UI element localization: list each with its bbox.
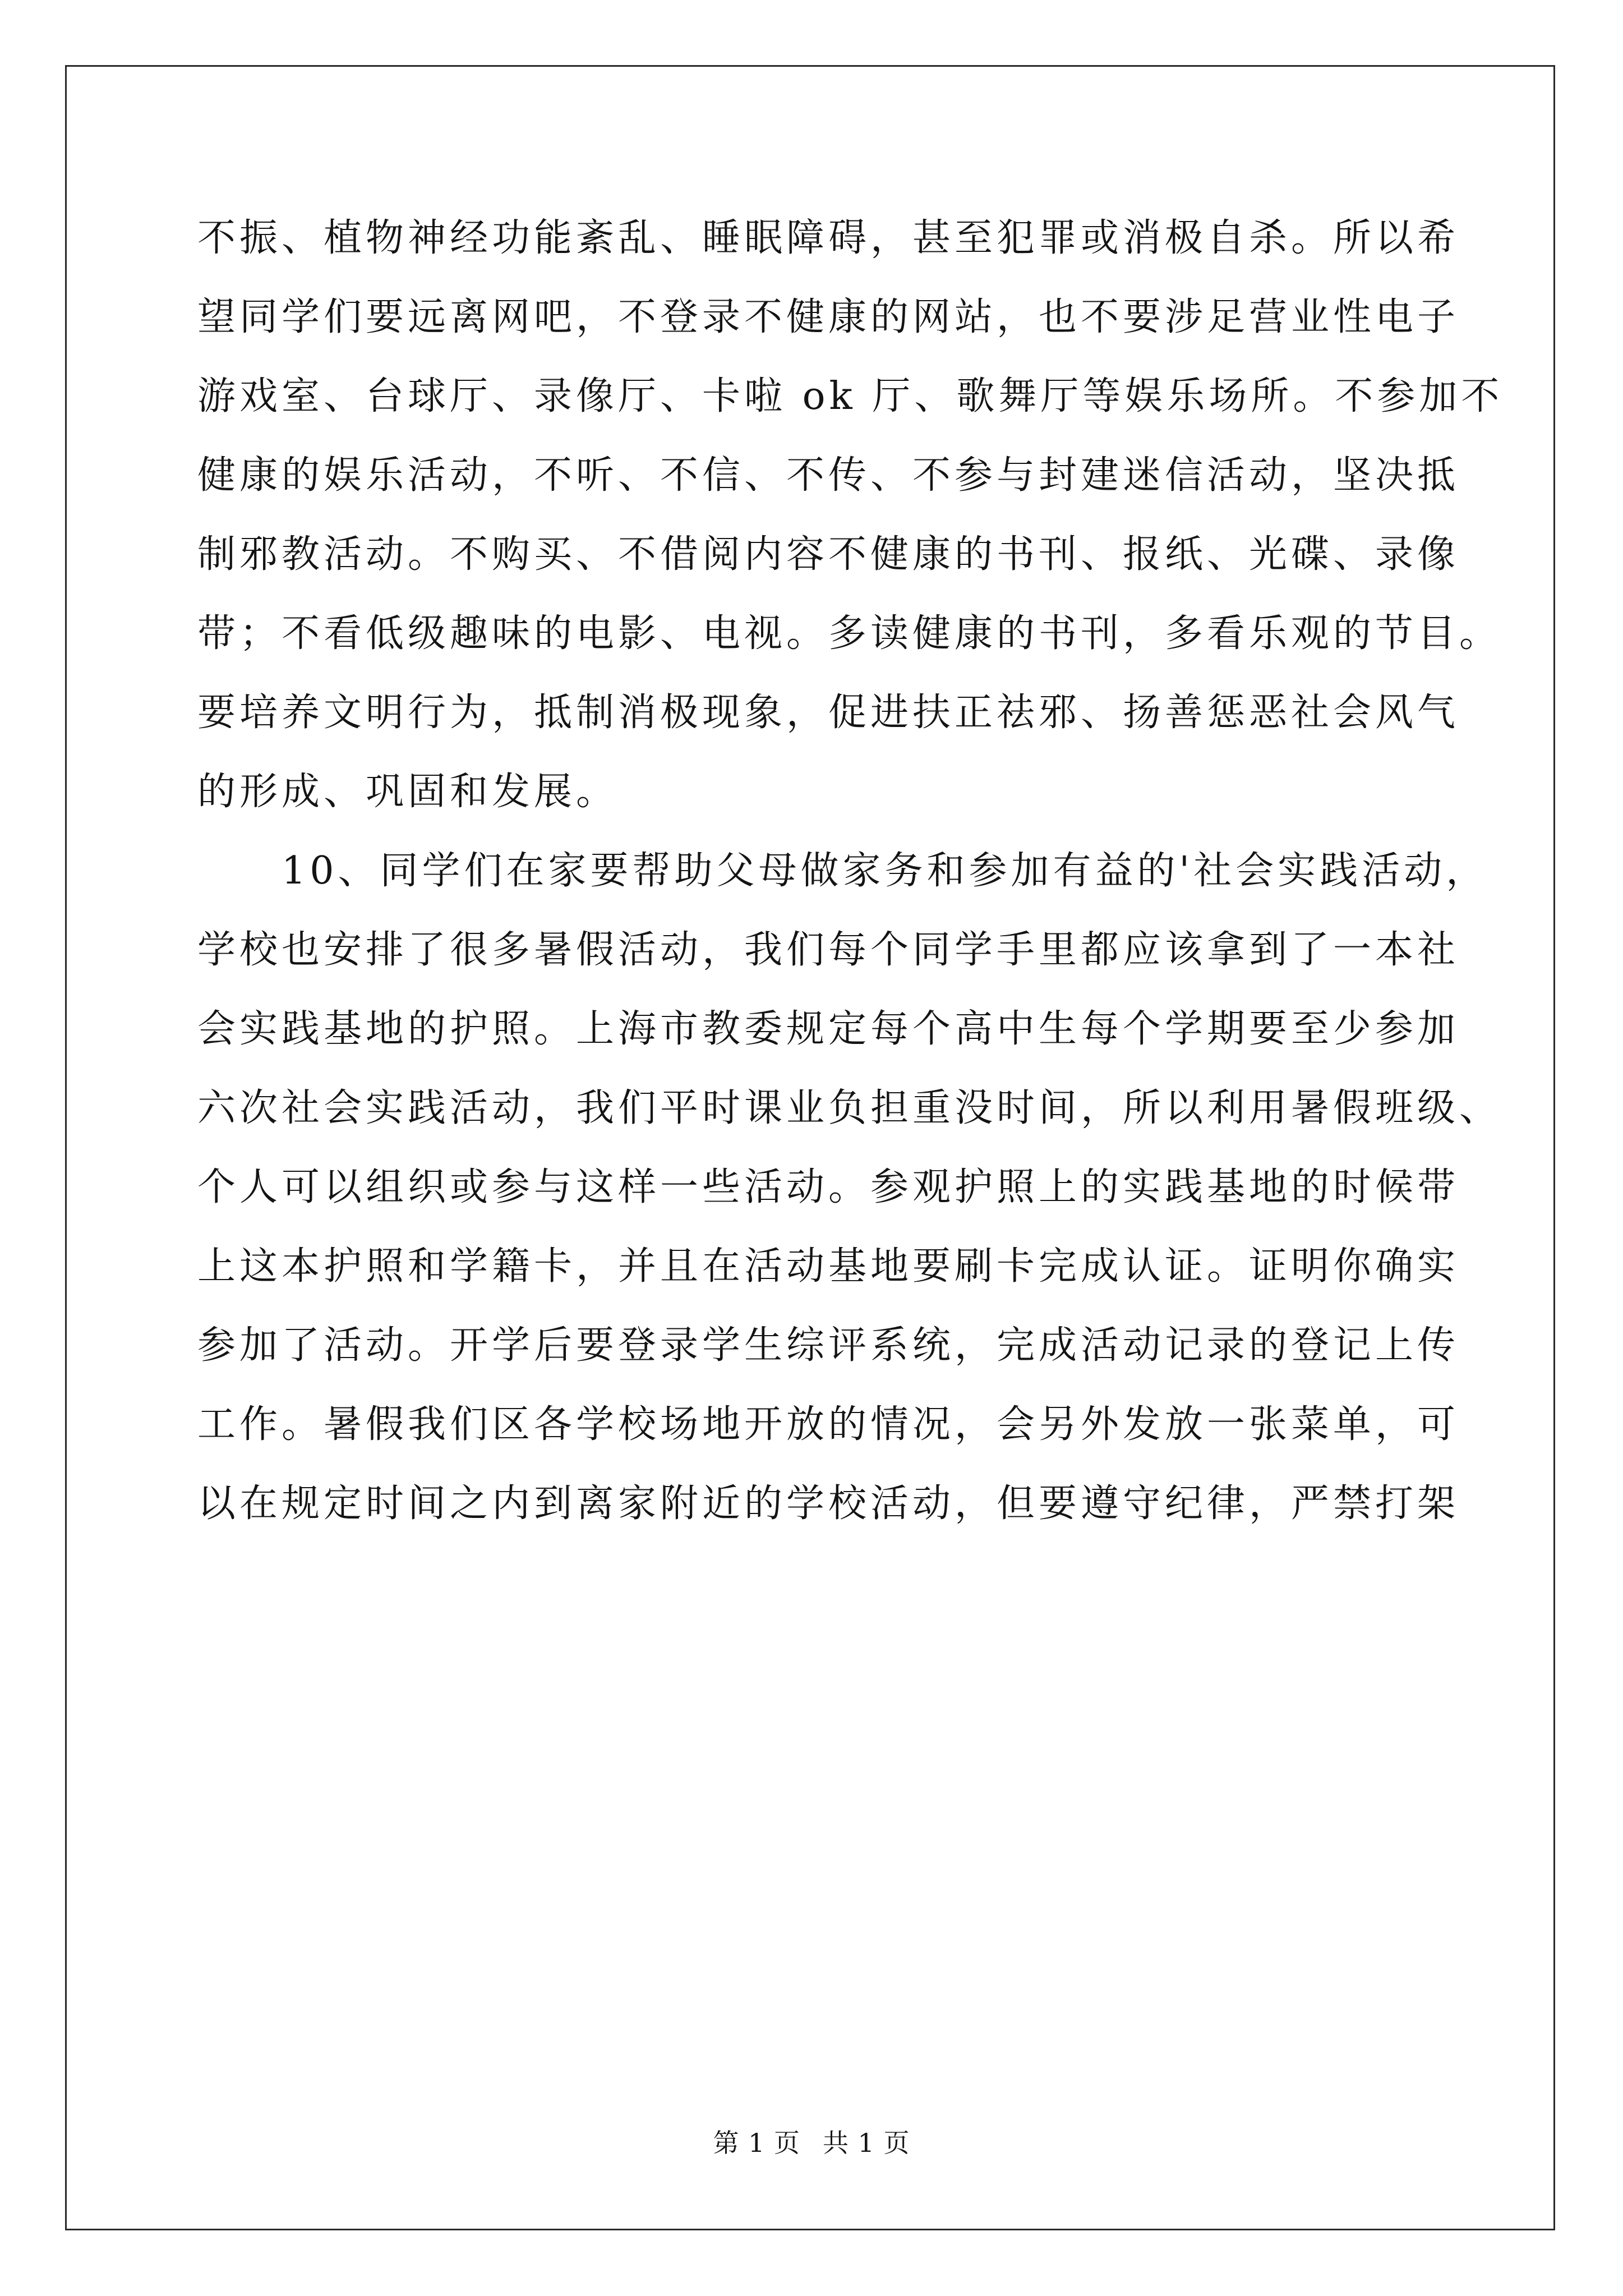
text-line: 学校也安排了很多暑假活动，我们每个同学手里都应该拿到了一本社 xyxy=(197,928,1460,972)
text-line: 游戏室、台球厅、录像厅、卡啦 ok 厅、歌舞厅等娱乐场所。不参加不 xyxy=(197,374,1504,418)
text-line: 望同学们要远离网吧，不登录不健康的网站，也不要涉足营业性电子 xyxy=(197,295,1460,339)
page-footer xyxy=(0,2126,1623,2160)
text-line: 不振、植物神经功能紊乱、睡眠障碍，甚至犯罪或消极自杀。所以希 xyxy=(197,216,1460,260)
text-line: 带；不看低级趣味的电影、电视。多读健康的书刊，多看乐观的节目。 xyxy=(197,611,1502,656)
text-line: 制邪教活动。不购买、不借阅内容不健康的书刊、报纸、光碟、录像 xyxy=(197,532,1460,577)
page-number: 第 1 页 xyxy=(713,2128,800,2158)
text-line: 10、同学们在家要帮助父母做家务和参加有益的'社会实践活动， xyxy=(197,849,1488,893)
text-line: 要培养文明行为，抵制消极现象，促进扶正祛邪、扬善惩恶社会风气 xyxy=(197,691,1460,735)
text-line: 上这本护照和学籍卡，并且在活动基地要刷卡完成认证。证明你确实 xyxy=(197,1244,1460,1289)
text-line: 工作。暑假我们区各学校场地开放的情况，会另外发放一张菜单，可 xyxy=(197,1402,1460,1447)
page-total: 共 1 页 xyxy=(823,2128,910,2158)
text-line: 的形成、巩固和发展。 xyxy=(197,770,619,814)
text-line: 六次社会实践活动，我们平时课业负担重没时间，所以利用暑假班级、 xyxy=(197,1086,1502,1130)
text-line: 参加了活动。开学后要登录学生综评系统，完成活动记录的登记上传 xyxy=(197,1323,1460,1368)
text-line: 以在规定时间之内到离家附近的学校活动，但要遵守纪律，严禁打架 xyxy=(197,1481,1460,1526)
text-line: 会实践基地的护照。上海市教委规定每个高中生每个学期要至少参加 xyxy=(197,1007,1460,1051)
text-line: 个人可以组织或参与这样一些活动。参观护照上的实践基地的时候带 xyxy=(197,1165,1460,1209)
text-line: 健康的娱乐活动，不听、不信、不传、不参与封建迷信活动，坚决抵 xyxy=(197,453,1460,498)
